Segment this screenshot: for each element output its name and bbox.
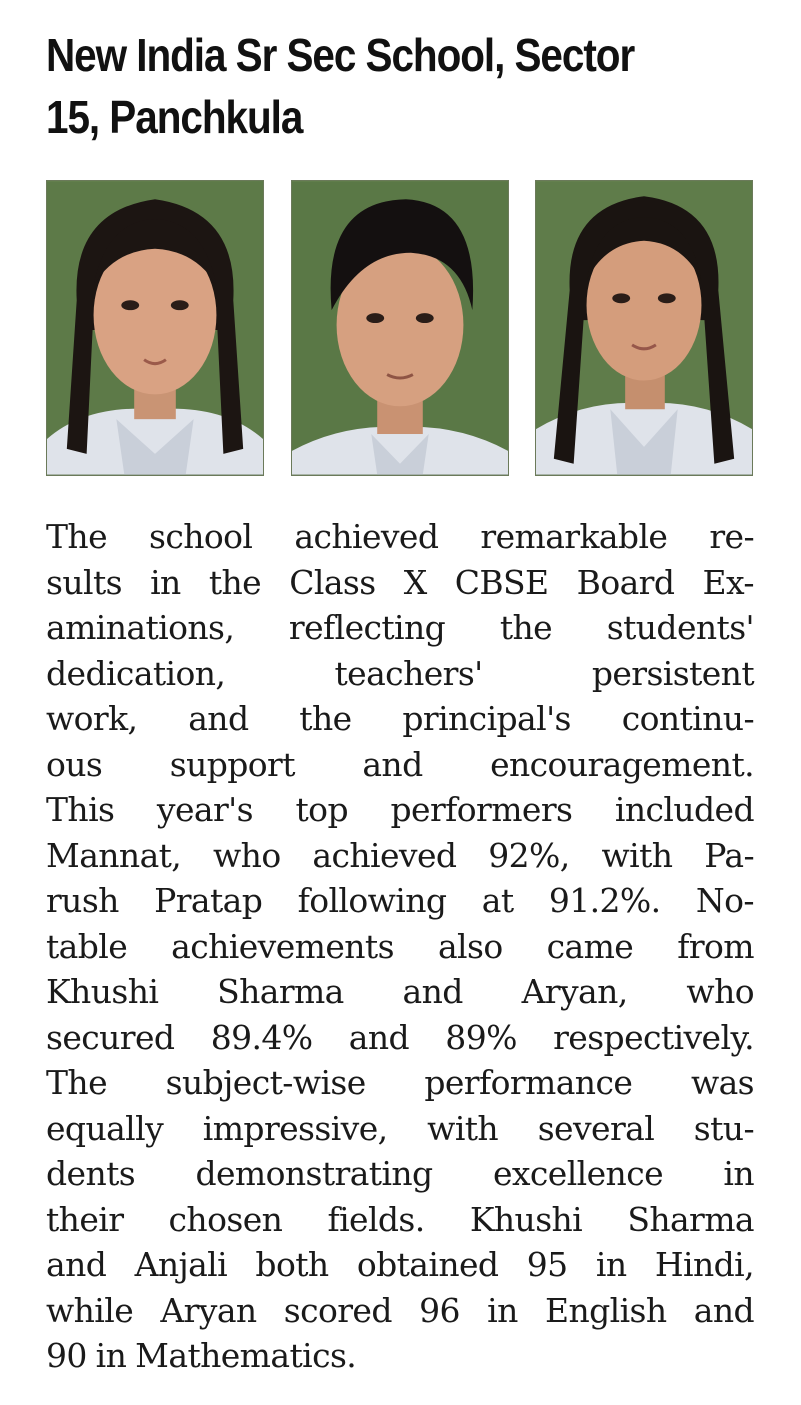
article-line: sults in the Class X CBSE Board Ex- — [46, 562, 754, 602]
article-line: Mannat, who achieved 92%, with Pa- — [46, 835, 754, 875]
article-line: table achievements also came from — [46, 926, 754, 966]
article-line: ous support and encouragement. — [46, 744, 754, 784]
article-line: their chosen fields. Khushi Sharma — [46, 1199, 754, 1239]
article-line: secured 89.4% and 89% respectively. — [46, 1017, 754, 1057]
article-line: and Anjali both obtained 95 in Hindi, — [46, 1245, 754, 1284]
article-line: while Aryan scored 96 in English and — [46, 1290, 754, 1330]
student-photo-1 — [46, 180, 264, 476]
article-line: The subject-wise performance was — [46, 1063, 754, 1102]
headline-line-2: 15, Panchkula — [46, 91, 303, 143]
student-photo-2 — [291, 180, 509, 476]
article-line: rush Pratap following at 91.2%. No- — [46, 881, 754, 920]
article-body — [46, 514, 754, 1379]
article-line: dedication, teachers' persistent — [46, 653, 754, 693]
article-line: dents demonstrating excellence in — [46, 1154, 754, 1193]
article-line: The school achieved remarkable re- — [46, 517, 754, 556]
student-photos — [46, 180, 754, 476]
headline — [46, 24, 680, 148]
article-line: 90 in Mathematics. — [46, 1336, 357, 1375]
student-photo-3 — [535, 180, 753, 476]
article-line: Khushi Sharma and Aryan, who — [46, 972, 754, 1011]
article-line: This year's top performers included — [46, 790, 754, 829]
article-line: aminations, reflecting the students' — [46, 608, 754, 647]
article-line: equally impressive, with several stu- — [46, 1108, 754, 1148]
headline-line-1: New India Sr Sec School, Sector — [46, 29, 635, 81]
article-line: work, and the principal's continu- — [46, 699, 754, 738]
